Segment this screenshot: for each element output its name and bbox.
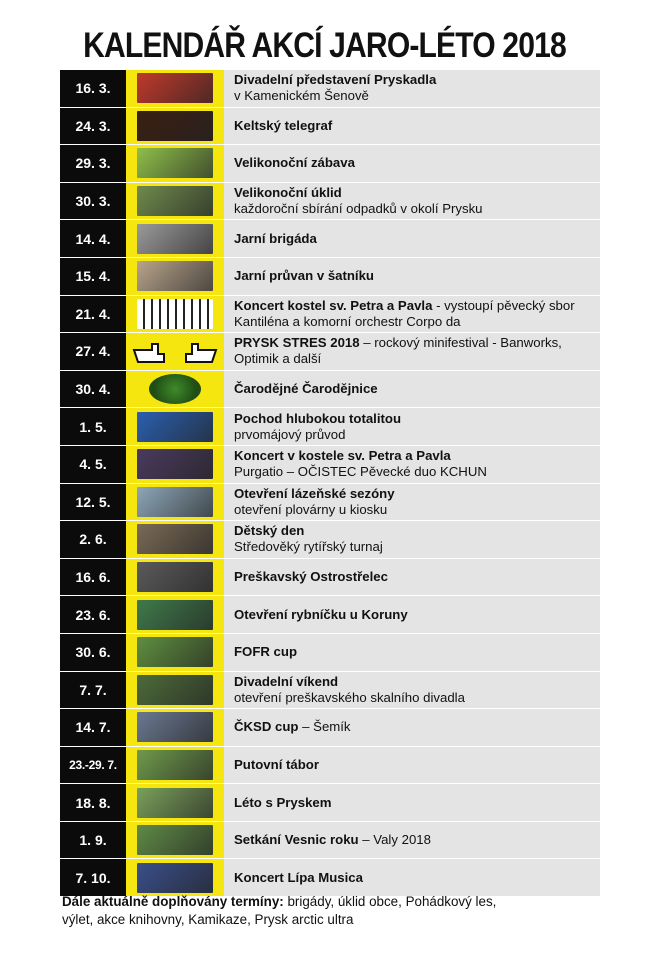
event-title-line [234, 757, 600, 773]
event-description [224, 484, 600, 521]
event-row [60, 408, 600, 446]
event-date: 30. 3. [60, 183, 126, 220]
event-photo-cell [126, 258, 224, 295]
event-date: 21. 4. [60, 296, 126, 333]
event-row [60, 296, 600, 334]
event-row [60, 784, 600, 822]
event-title: ČKSD cup [234, 719, 299, 735]
event-subtitle: prvomájový průvod [234, 426, 346, 442]
event-description [224, 784, 600, 821]
event-row [60, 145, 600, 183]
event-title-extra: – rockový minifestival - Banworks, [359, 335, 562, 351]
event-row [60, 521, 600, 559]
event-photo-cell [126, 596, 224, 633]
event-description [224, 446, 600, 483]
spa-pool-image [137, 487, 213, 517]
event-title-extra: – Valy 2018 [358, 832, 431, 848]
event-subtitle: Purgatio – OČISTEC Pěvecké duo KCHUN [234, 464, 487, 480]
event-title-line [234, 644, 600, 660]
event-date: 14. 4. [60, 220, 126, 257]
event-description [224, 296, 600, 333]
event-photo-cell [126, 108, 224, 145]
event-description [224, 258, 600, 295]
group-photo-image [137, 224, 213, 254]
event-photo-cell [126, 183, 224, 220]
event-date: 12. 5. [60, 484, 126, 521]
event-title-line [234, 335, 600, 351]
event-title: Koncert Lípa Musica [234, 869, 363, 885]
event-title-line [234, 231, 600, 247]
event-title-line [234, 674, 600, 690]
event-subtitle: v Kamenickém Šenově [234, 88, 369, 104]
event-title-line [234, 118, 600, 134]
event-title: Divadelní představení Pryskadla [234, 72, 437, 88]
footer-line-1 [62, 893, 622, 911]
event-title-line [234, 448, 600, 464]
event-row [60, 258, 600, 296]
event-photo-cell [126, 672, 224, 709]
event-title: Koncert v kostele sv. Petra a Pavla [234, 448, 451, 464]
event-row [60, 183, 600, 221]
footer-note [62, 893, 622, 929]
event-date: 30. 6. [60, 634, 126, 671]
event-title: Jarní průvan v šatníku [234, 268, 374, 284]
event-row [60, 70, 600, 108]
event-date: 7. 10. [60, 859, 126, 896]
event-title-line [234, 411, 600, 427]
event-row [60, 446, 600, 484]
event-title: Preškavský Ostrostřelec [234, 569, 388, 585]
event-date: 27. 4. [60, 333, 126, 370]
event-title-line [234, 268, 600, 284]
event-title-line [234, 298, 600, 314]
summer-crowd-image [137, 788, 213, 818]
choir-drawing-image [137, 299, 213, 329]
event-subtitle: Optimik a další [234, 351, 322, 367]
event-subtitle: Středověký rytířský turnaj [234, 539, 383, 555]
event-date: 7. 7. [60, 672, 126, 709]
event-description [224, 521, 600, 558]
event-description [224, 634, 600, 671]
event-title-line [234, 795, 600, 811]
cleanup-truck-image [137, 186, 213, 216]
event-date: 18. 8. [60, 784, 126, 821]
event-row [60, 859, 600, 897]
event-date: 2. 6. [60, 521, 126, 558]
event-description [224, 183, 600, 220]
event-photo-cell [126, 784, 224, 821]
event-date: 30. 4. [60, 371, 126, 408]
village-meeting-image [137, 825, 213, 855]
event-description [224, 333, 600, 370]
event-subtitle: otevření plovárny u kiosku [234, 501, 388, 517]
event-row [60, 634, 600, 672]
event-title-line [234, 486, 600, 502]
event-photo-cell [126, 822, 224, 859]
may-day-flag-image [137, 412, 213, 442]
event-title: Jarní brigáda [234, 230, 317, 246]
event-title-line [234, 72, 600, 88]
camp-image [137, 750, 213, 780]
event-description [224, 596, 600, 633]
event-title-line [234, 832, 600, 848]
event-row [60, 484, 600, 522]
event-date: 15. 4. [60, 258, 126, 295]
rock-theatre-image [137, 675, 213, 705]
easter-eggs-image [137, 148, 213, 178]
knights-image [137, 524, 213, 554]
rock-hands-icon [130, 336, 220, 366]
event-photo-cell [126, 521, 224, 558]
event-description [224, 371, 600, 408]
event-title: Putovní tábor [234, 756, 319, 772]
event-title: Léto s Pryskem [234, 794, 332, 810]
event-date: 1. 9. [60, 822, 126, 859]
clothes-rack-image [137, 261, 213, 291]
event-title-line [234, 185, 600, 201]
event-date: 23. 6. [60, 596, 126, 633]
event-row [60, 709, 600, 747]
event-row [60, 371, 600, 409]
witch-logo-image [149, 374, 201, 404]
event-description [224, 108, 600, 145]
event-subtitle: otevření preškavského skalního divadla [234, 689, 465, 705]
tent-event-image [137, 712, 213, 742]
event-description [224, 747, 600, 784]
event-description [224, 709, 600, 746]
event-description [224, 408, 600, 445]
event-date: 24. 3. [60, 108, 126, 145]
event-row [60, 333, 600, 371]
event-row [60, 559, 600, 597]
event-title: Divadelní víkend [234, 673, 339, 689]
event-photo-cell [126, 859, 224, 896]
event-row [60, 108, 600, 146]
event-date: 4. 5. [60, 446, 126, 483]
event-photo-cell [126, 408, 224, 445]
event-title-line [234, 607, 600, 623]
event-title: Otevření lázeňské sezóny [234, 485, 395, 501]
event-description [224, 70, 600, 107]
event-title-line [234, 155, 600, 171]
concert-stage-image [137, 111, 213, 141]
event-photo-cell [126, 446, 224, 483]
theatre-poster-image [137, 73, 213, 103]
footer-rest: brigády, úklid obce, Pohádkový les, [283, 894, 497, 909]
event-title: Dětský den [234, 523, 305, 539]
event-photo-cell [126, 145, 224, 182]
event-date: 1. 5. [60, 408, 126, 445]
event-photo-cell [126, 70, 224, 107]
event-date: 29. 3. [60, 145, 126, 182]
event-title-extra: - vystoupí pěvecký sbor [432, 297, 575, 313]
event-title-line [234, 381, 600, 397]
event-title-line [234, 719, 600, 735]
event-photo-cell [126, 709, 224, 746]
footer-line-2: výlet, akce knihovny, Kamikaze, Prysk arctic ultra [62, 912, 354, 927]
event-row [60, 220, 600, 258]
event-photo-cell [126, 371, 224, 408]
bike-race-image [137, 637, 213, 667]
event-title: Velikonoční úklid [234, 185, 342, 201]
event-title: FOFR cup [234, 644, 298, 660]
shooting-image [137, 562, 213, 592]
event-title: Keltský telegraf [234, 117, 333, 133]
event-row [60, 672, 600, 710]
lipa-musica-image [137, 863, 213, 893]
event-row [60, 822, 600, 860]
page-title: KALENDÁŘ AKCÍ JARO-LÉTO 2018 [83, 26, 566, 65]
footer-label: Dále aktuálně doplňovány termíny: [62, 894, 284, 909]
church-concert-image [137, 449, 213, 479]
event-title: Koncert kostel sv. Petra a Pavla [234, 297, 433, 313]
events-table [60, 70, 600, 897]
event-title: Velikonoční zábava [234, 155, 355, 171]
event-photo-cell [126, 634, 224, 671]
event-title: Otevření rybníčku u Koruny [234, 606, 408, 622]
event-row [60, 747, 600, 785]
event-title-extra: – Šemík [298, 719, 351, 735]
event-title: Čarodějné Čarodějnice [234, 381, 378, 397]
event-photo-cell [126, 559, 224, 596]
event-description [224, 822, 600, 859]
event-photo-cell [126, 484, 224, 521]
event-description [224, 145, 600, 182]
event-photo-cell [126, 333, 224, 370]
event-date: 23.-29. 7. [60, 747, 126, 784]
event-description [224, 220, 600, 257]
event-description [224, 672, 600, 709]
event-date: 16. 6. [60, 559, 126, 596]
event-title: Pochod hlubokou totalitou [234, 410, 402, 426]
event-row [60, 596, 600, 634]
event-title-line [234, 569, 600, 585]
event-photo-cell [126, 296, 224, 333]
event-title-line [234, 523, 600, 539]
event-title: Setkání Vesnic roku [234, 832, 359, 848]
pond-image [137, 600, 213, 630]
event-date: 16. 3. [60, 70, 126, 107]
event-subtitle: každoroční sbírání odpadků v okolí Prysku [234, 201, 483, 217]
event-description [224, 559, 600, 596]
event-description [224, 859, 600, 896]
event-photo-cell [126, 220, 224, 257]
event-date: 14. 7. [60, 709, 126, 746]
event-title: PRYSK STRES 2018 [234, 335, 360, 351]
event-photo-cell [126, 747, 224, 784]
event-title-line [234, 870, 600, 886]
event-subtitle: Kantiléna a komorní orchestr Corpo da [234, 313, 461, 329]
rock-hands-image [130, 336, 220, 366]
